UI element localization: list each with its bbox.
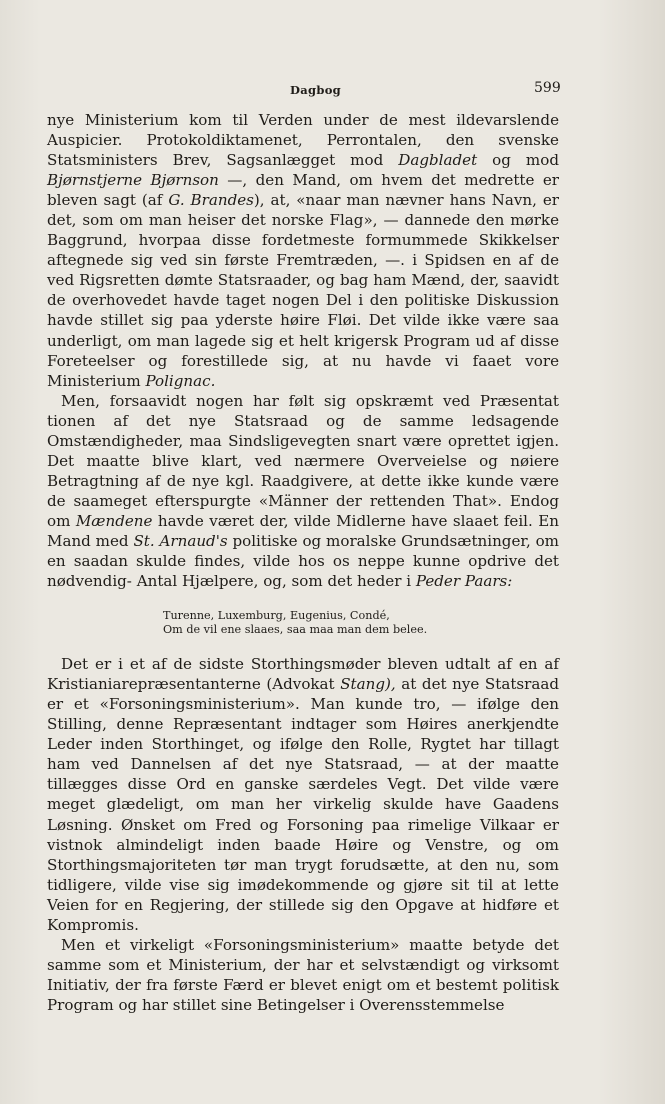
page-number: 599 xyxy=(534,80,561,96)
paragraph xyxy=(47,935,559,1015)
text-run: —, den Mand, om hvem det medrette er bleven sagt (af xyxy=(47,171,559,210)
italic-run: Bjørnstjerne Bjørnson xyxy=(47,171,219,190)
paragraphs-after-verse xyxy=(47,654,559,1015)
running-head: Dagbog xyxy=(290,83,342,97)
text-run: Men et virkeligt «Forsoningsministerium» maatte betyde det samme som et Ministerium, der har et selvstændigt og virksomt Initiativ, der fra første Færd er blevet enigt om et bestemt politisk Program og har stillet sine Betingelser i Overensstemmelse xyxy=(47,935,559,1014)
italic-run: St. Arnaud's xyxy=(133,531,228,550)
verse-line: Turenne, Luxemburg, Eugenius, Condé, xyxy=(163,609,390,623)
italic-run: Dagbladet xyxy=(398,151,478,170)
text-run: nye Ministerium kom til Verden under de mest ildevarslende Auspicier. Protokoldiktamenet, Perrontalen, den svenske Statsministers Brev, Sagsanlægget mod xyxy=(47,111,559,170)
text-run: ), at, «naar man nævner hans Navn, er det, som om man heiser det norske Flag», — dannede den mørke Baggrund, hvorpaa disse fordetmeste formummede Skikkelser aftegnede sig ved sin første Fremtræden, —. i Spidsen en af de ved Rigsretten dømte Statsraader, og bag ham Mænd, der, saavidt de overhovedet havde taget nogen Del i den politiske Diskussion havde stillet sig paa yderste høire Fløi. Det vilde ikke være saa underligt, om man lagede sig et helt krigersk Program ud af disse Foreteelser og forestillede sig, at nu havde vi faaet vore Ministerium xyxy=(47,191,559,390)
text-run: og mod xyxy=(477,151,559,170)
body-text xyxy=(47,110,559,1015)
text-run: Men, forsaavidt nogen har følt sig opskræmt ved Præsentat tionen af det nye Statsraad og de samme ledsagende Omstændigheder, maa Sindsligevegten snart være oprettet igjen. Det maatte blive klart, ved nærmere Overveielse og nøiere Betragtning af de nye kgl. Raadgivere, at dette ikke kunde være de saameget efterspurgte «Männer der rettenden That». Endog om xyxy=(47,391,559,530)
paragraph xyxy=(47,391,559,591)
paragraph xyxy=(47,654,559,935)
italic-run: Stang), xyxy=(340,675,396,694)
italic-run: G. Brandes xyxy=(168,191,254,210)
verse-quote xyxy=(163,609,493,636)
text-run: politiske og moralske Grundsætninger, om en saadan skulde findes, vilde hos os neppe kunne opdrive det nødvendig- Antal Hjælpere, og, som det heder i xyxy=(47,531,559,591)
paragraph xyxy=(47,110,559,391)
text-run: havde været der, vilde Midlerne have slaaet feil. En Mand med xyxy=(47,511,559,550)
text-run: Det er i et af de sidste Storthingsmøder bleven udtalt af en af Kristianiarepræsentanterne (Advokat xyxy=(47,655,559,694)
italic-run: Peder Paars: xyxy=(415,572,513,591)
italic-run: Polignac. xyxy=(145,371,216,390)
paragraphs-before-verse xyxy=(47,110,559,591)
verse-line: Om de vil ene slaaes, saa maa man dem belee. xyxy=(163,622,428,636)
italic-run: Mændene xyxy=(75,511,153,530)
text-run: at det nye Statsraad er et «Forsoningsministerium». Man kunde tro, — ifølge den Stilling, denne Repræsentant indtager som Høires anerkjendte Leder inden Storthinget, og ifølge den Rolle, Rygtet har tillagt ham ved Dannelsen af det nye Statsraad, — at der maatte tillægges disse Ord en ganske særdeles Vegt. Det vilde være meget glædeligt, om man her virkelig skulde have Gaadens Løsning. Ønsket om Fred og Forsoning paa rimelige Vilkaar er vistnok almindeligt inden baade Høire og Venstre, og om Storthingsmajoriteten tør man trygt forudsætte, at den nu, som tidligere, vilde vise sig imødekommende og gjøre sit til at lette Veien for en Regjering, der stillede sig den Opgave at hidføre et Kompromis. xyxy=(47,675,559,934)
page-header xyxy=(0,80,665,102)
